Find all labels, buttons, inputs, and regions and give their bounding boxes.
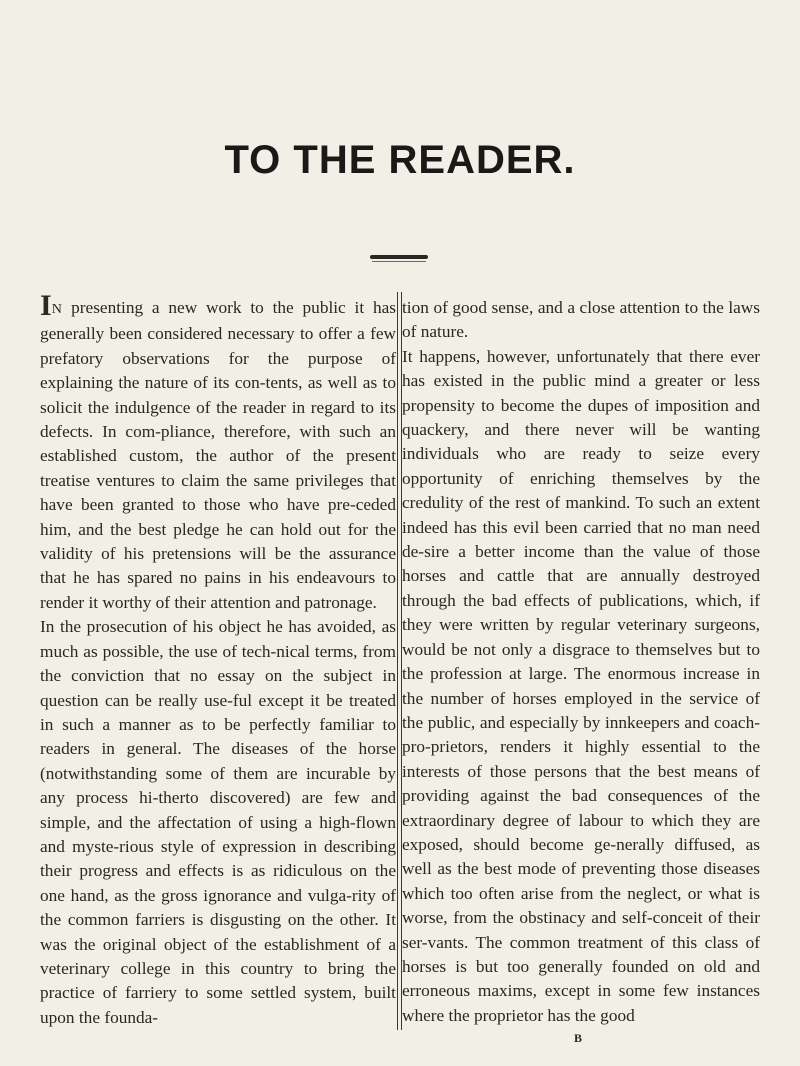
title-ornament-rule-thin [372, 261, 426, 262]
page-title: TO THE READER. [224, 138, 576, 182]
left-column [40, 289, 396, 1030]
right-column [402, 296, 760, 1028]
right-paragraph-2: It happens, however, unfortunately that there ever has existed in the public mind a greater or less propensity to become the dupes of imposition and quackery, and there never will be wanting individuals who are ready to seize every opportunity of enriching themselves by the credulity of the rest of mankind. To such an extent indeed has this evil been carried that no man need de-sire a better income than the value of those horses and cattle that are annually destroyed through the bad effects of publications, which, if they were written by regular veterinary surgeons, would be not only a disgrace to themselves but to the profession at large. The enormous increase in the number of horses employed in the service of the public, and especially by innkeepers and coach-pro-prietors, renders it highly essential to the interests of those persons that the best means of providing against the bad consequences of the extraordinary degree of labour to which they are exposed, should become ge-nerally diffused, as well as the best mode of preventing those diseases which too often arise from the neglect, or what is worse, from the obstinacy and self-conceit of their ser-vants. The common treatment of this class of horses is but too generally founded on old and erroneous maxims, except in some few instances where the proprietor has the good [402, 346, 760, 1025]
right-paragraph-1: tion of good sense, and a close attention to the laws of nature. [402, 298, 760, 342]
drop-cap-rest: N [51, 302, 63, 317]
left-paragraph-1-text: presenting a new work to the public it has generally been considered necessary to offer a few prefatory observations for the purpose of explaining the nature of its con-tents, as well as to solicit the indulgence of the reader in regard to its defects. In com-pliance, therefore, with such an established custom, the author of the present treatise ventures to claim the same privileges that have been granted to those who have pre-ceded him, and the best pledge he can hold out for the validity of his pretensions will be the assurance that he has spared no pains in his endeavours to render it worthy of their attention and patronage. [40, 298, 396, 612]
signature-mark: B [574, 1031, 583, 1045]
left-paragraph-2: In the prosecution of his object he has avoided, as much as possible, the use of tech-nical terms, from the conviction that no essay on the subject in question can be really use-ful except it be treated in such a manner as to be perfectly familiar to readers in general. The diseases of the horse (notwithstanding some of them are incurable by any process hi-therto discovered) are few and simple, and the affectation of using a high-flown and myste-rious style of expression in describing their progress and effects is as ridiculous on the one hand, as the gross ignorance and vulga-rity of the common farriers is disgusting on the other. It was the original object of the establishment of a veterinary college in this country to bring the practice of farriery to some settled system, built upon the founda- [40, 617, 396, 1027]
title-ornament-rule [370, 255, 428, 259]
drop-cap: I [40, 289, 52, 322]
left-paragraph-1 [40, 289, 396, 615]
